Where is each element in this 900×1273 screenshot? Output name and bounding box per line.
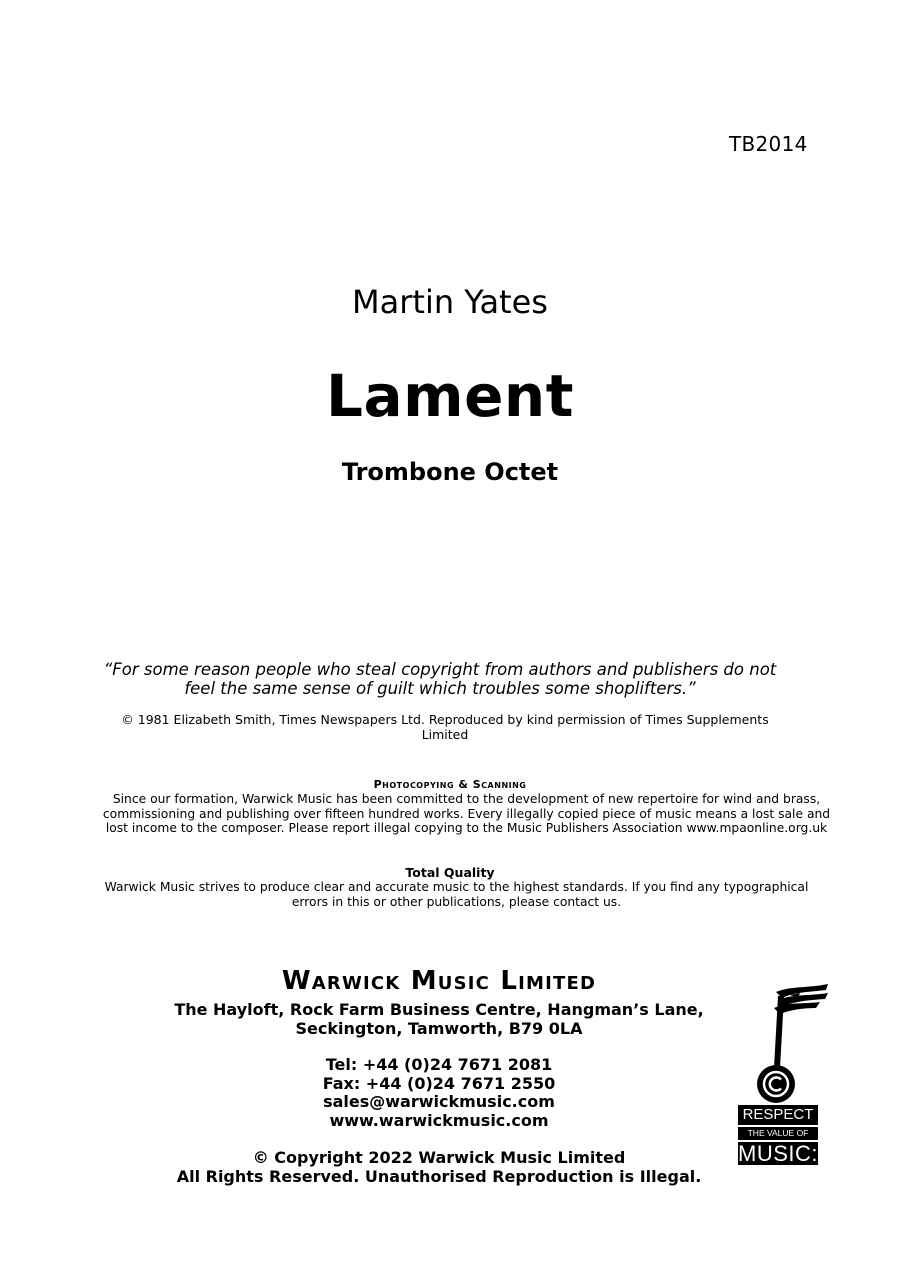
music-note-copyright-icon	[738, 984, 834, 1104]
composer-name: Martin Yates	[352, 283, 548, 321]
logo-respect-text: RESPECT	[738, 1105, 818, 1125]
total-quality-text: Warwick Music strives to produce clear and accurate music to the highest standards. If you find any typographical errors in this or other publications, please contact us.	[104, 880, 809, 909]
telephone: Tel: +44 (0)24 7671 2081	[325, 1055, 553, 1074]
photocopying-heading: Photocopying & Scanning	[373, 778, 527, 791]
email-link[interactable]: sales@warwickmusic.com	[323, 1092, 555, 1111]
photocopying-text: Since our formation, Warwick Music has been committed to the development of new repertoire for wind and brass, commissioning and publishing over fifteen hundred works. Every illegally copied piece of music means a lost sale and lost income to the composer. Please report illegal copying to the Music Publishers Association www.mpaonline.org.uk	[102, 792, 831, 836]
piece-subtitle: Trombone Octet	[341, 458, 559, 486]
address-line-1: The Hayloft, Rock Farm Business Centre, Hangman’s Lane,	[174, 1000, 704, 1019]
publisher-name: Warwick Music Limited	[281, 966, 597, 996]
website-link[interactable]: www.warwickmusic.com	[329, 1110, 549, 1130]
fax: Fax: +44 (0)24 7671 2550	[322, 1073, 556, 1093]
copyright-line-2: All Rights Reserved. Unauthorised Reproduction is Illegal.	[176, 1167, 702, 1186]
copyright-line-1: © Copyright 2022 Warwick Music Limited	[252, 1148, 626, 1167]
address-line-2: Seckington, Tamworth, B79 0LA	[295, 1019, 583, 1038]
piece-title: Lament	[326, 362, 574, 430]
logo-value-text: THE VALUE OF	[738, 1127, 818, 1140]
quote-credit: © 1981 Elizabeth Smith, Times Newspapers Ltd. Reproduced by kind permission of Times Supplements Limited	[121, 712, 769, 742]
total-quality-heading: Total Quality	[405, 865, 495, 880]
copyright-quote: “For some reason people who steal copyright from authors and publishers do not feel the same sense of guilt which troubles some shoplifters.”	[103, 660, 777, 698]
catalog-number: TB2014	[729, 132, 808, 156]
logo-music-text: MUSIC:	[738, 1141, 818, 1166]
respect-the-value-of-music-logo	[738, 984, 834, 1168]
